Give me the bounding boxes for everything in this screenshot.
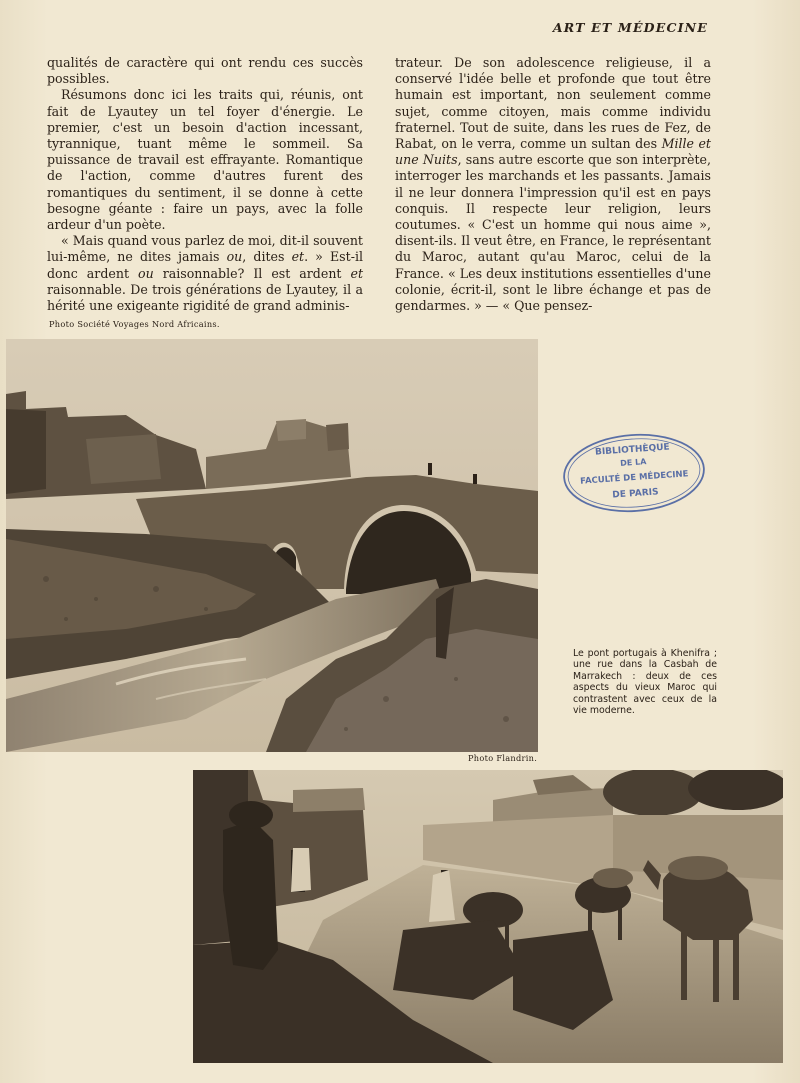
- stamp-line: DE LA: [619, 457, 647, 468]
- section-header: ART ET MÉDECINE: [552, 20, 708, 35]
- italic-text: ou: [138, 265, 154, 281]
- stamp-line: DE PARIS: [612, 487, 659, 501]
- photo-credit: Photo Flandrin.: [468, 753, 538, 763]
- text-run: . » Est-il donc ardent: [47, 249, 364, 281]
- text-run: trateur. De son adolescence religieuse, il a conservé l'idée belle et profonde que tout être humain est important, non seulement comme sujet, comme citoyen, mais comme individu fraternel. Tout de suite, dans les rues de Fez, de Rabat, on le verra, comme un sultan des: [395, 55, 711, 152]
- photo-caption: Le pont portugais à Khenifra ; une rue dans la Casbah de Marrakech : deux de ces aspects du vieux Maroc qui contrastent avec ceux de la vie moderne.: [573, 648, 717, 717]
- italic-text: ou: [226, 249, 243, 265]
- text-run: raisonnable? Il est ardent: [153, 265, 351, 281]
- italic-text: et: [350, 265, 364, 281]
- text-column-right: [395, 55, 711, 314]
- library-stamp: [561, 432, 707, 514]
- text-run: « Mais quand vous parlez de moi, dit-il souvent lui-même, ne dites jamais: [47, 233, 363, 265]
- italic-text: Mille et une Nuits: [395, 136, 711, 168]
- bridge-photo: [6, 339, 538, 752]
- paragraph: [47, 233, 363, 314]
- text-run: , dites: [242, 249, 292, 265]
- stamp-line: BIBLIOTHÈQUE: [594, 442, 671, 458]
- stamp-line: FACULTÉ DE MÉDECINE: [579, 469, 689, 487]
- paragraph: [395, 55, 711, 314]
- text-column-left: [47, 55, 363, 314]
- photo-credit: Photo Société Voyages Nord Africains.: [49, 319, 220, 329]
- paragraph: Résumons donc ici les traits qui, réunis, ont fait de Lyautey un tel foyer d'énergie. Le premier, c'est un besoin d'action incessant, tyrannique, tuant même le sommeil. Sa puissance de travail est effrayante. Romantique de l'action, comme d'autres furent des romantiques du sentiment, il se donne à cette besogne géante : faire un pays, avec la folle ardeur d'un poète.: [47, 87, 363, 233]
- text-run: raisonnable. De trois générations de Lyautey, il a hérité une exigeante rigidité de grand adminis-: [47, 281, 363, 314]
- text-run: , sans autre escorte que son interprète, interroger les marchands et les passants. Jamais il ne leur donnera l'impression qu'il est en pays conquis. Il respecte leur religion, leurs coutumes. « C'est un homme qui nous aime », disent-ils. Il veut être, en France, le représentant du Maroc, autant qu'au Maroc, celui de la France. « Les deux institutions essentielles d'une colonie, écrit-il, sont le libre échange et pas de gendarmes. » — « Que pensez-: [395, 152, 711, 314]
- paragraph: qualités de caractère qui ont rendu ces succès possibles.: [47, 55, 363, 87]
- italic-text: et: [291, 249, 305, 265]
- street-photo: [193, 770, 783, 1063]
